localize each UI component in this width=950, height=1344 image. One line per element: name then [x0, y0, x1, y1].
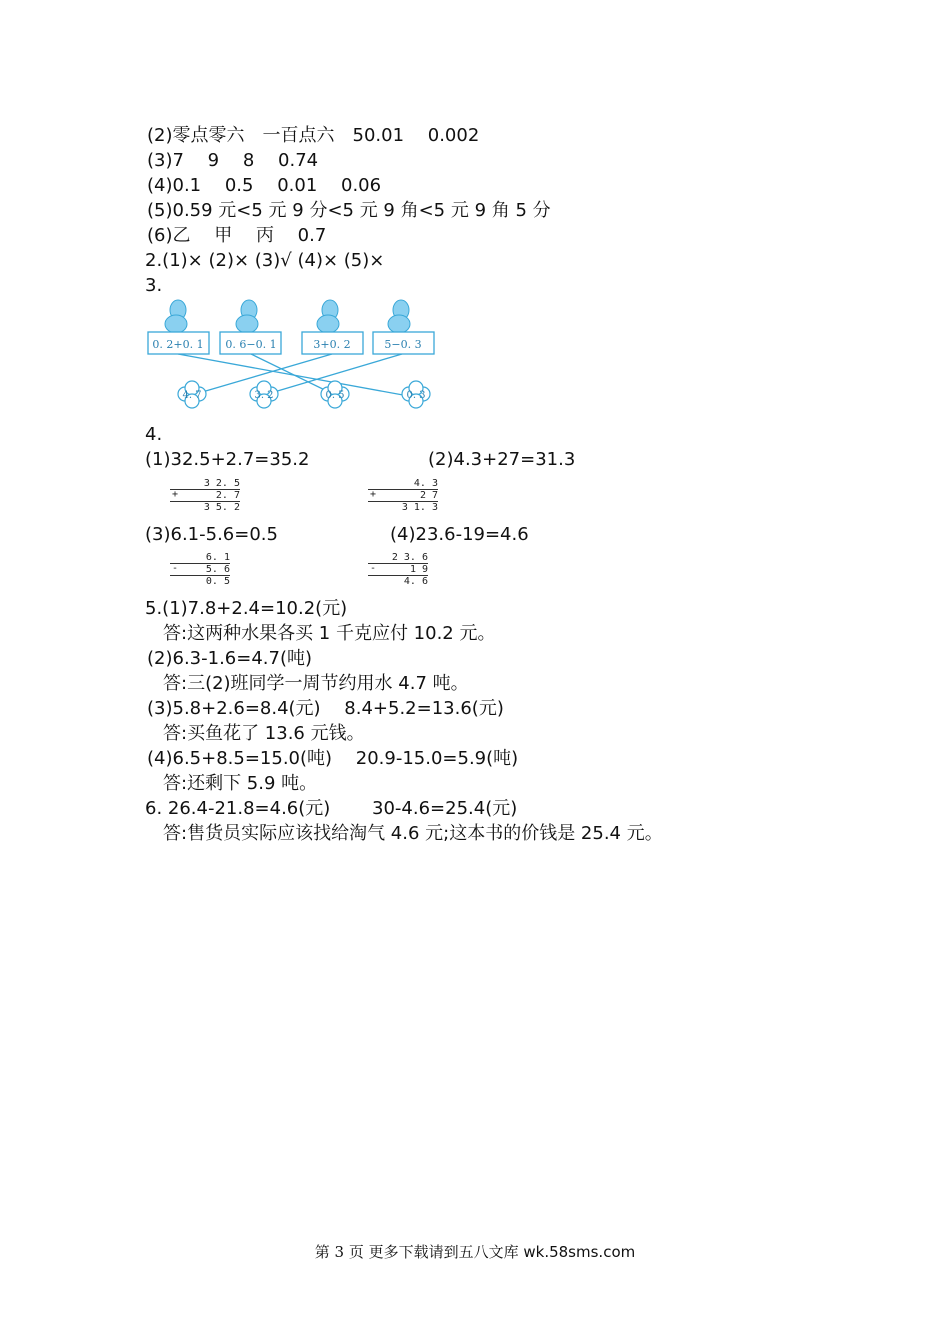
vertical-calc-result: 0. 5 — [170, 575, 230, 587]
answer-4-eq4: (4)23.6-19=4.6 — [390, 524, 529, 545]
vertical-calc-second: 2 7 — [368, 489, 438, 501]
answer-4-eq2: (2)4.3+27=31.3 — [428, 449, 576, 470]
vertical-calc-sign: - — [370, 563, 377, 574]
expression-label: 5−0. 3 — [384, 338, 422, 351]
answer-5-4: (4)6.5+8.5=15.0(吨) 20.9-15.0=5.9(吨) — [147, 748, 519, 769]
answer-6-reply: 答:售货员实际应该找给淘气 4.6 元;这本书的价钱是 25.4 元。 — [163, 823, 663, 844]
vertical-calc-1 — [170, 478, 240, 513]
vertical-calc-second: 1 9 — [368, 563, 428, 575]
expression-label: 3+0. 2 — [313, 338, 351, 351]
answer-1-2: (2)零点零六 一百点六 50.01 0.002 — [147, 125, 480, 146]
answer-6: 6. 26.4-21.8=4.6(元) 30-4.6=25.4(元) — [145, 798, 518, 819]
expression-label: 0. 6−0. 1 — [225, 338, 277, 351]
answer-5-2: (2)6.3-1.6=4.7(吨) — [147, 648, 312, 669]
vertical-calc-result: 3 1. 3 — [368, 501, 438, 513]
vertical-calc-top: 3 2. 5 — [203, 478, 240, 489]
answer-4-label: 4. — [145, 424, 163, 445]
answer-5-2-reply: 答:三(2)班同学一周节约用水 4.7 吨。 — [163, 673, 469, 694]
cloud-label: 0. 3 — [406, 390, 426, 401]
bird-icon — [236, 300, 258, 333]
vertical-calc-result: 4. 6 — [368, 575, 428, 587]
matching-diagram — [145, 296, 445, 414]
vertical-calc-3 — [170, 552, 230, 587]
bird-icon — [388, 300, 410, 333]
cloud-label: 0. 5 — [325, 390, 345, 401]
answer-3-label: 3. — [145, 275, 163, 296]
answer-4-eq3: (3)6.1-5.6=0.5 — [145, 524, 278, 545]
answer-5-1: 5.(1)7.8+2.4=10.2(元) — [145, 598, 348, 619]
footer-prefix: 第 3 页 更多下载请到五八文库 — [314, 1243, 524, 1261]
vertical-calc-sign: - — [172, 563, 179, 574]
vertical-calc-second: 2. 7 — [170, 489, 240, 501]
answer-5-4-reply: 答:还剩下 5.9 吨。 — [163, 773, 318, 794]
cloud-label: 4. 7 — [182, 390, 202, 401]
answer-5-3-reply: 答:买鱼花了 13.6 元钱。 — [163, 723, 365, 744]
answer-5-1-reply: 答:这两种水果各买 1 千克应付 10.2 元。 — [163, 623, 496, 644]
cloud-label: 3. 2 — [254, 390, 274, 401]
answer-1-6: (6)乙 甲 丙 0.7 — [147, 225, 327, 246]
bird-icon — [317, 300, 339, 333]
vertical-calc-sign: + — [370, 489, 377, 500]
answer-4-eq1: (1)32.5+2.7=35.2 — [145, 449, 310, 470]
answer-1-4: (4)0.1 0.5 0.01 0.06 — [147, 175, 382, 196]
page-footer — [0, 1241, 950, 1262]
answer-1-3: (3)7 9 8 0.74 — [147, 150, 319, 171]
vertical-calc-4 — [368, 552, 428, 587]
vertical-calc-sign: + — [172, 489, 179, 500]
vertical-calc-2 — [368, 478, 438, 513]
vertical-calc-result: 3 5. 2 — [170, 501, 240, 513]
vertical-calc-second: 5. 6 — [170, 563, 230, 575]
answer-5-3: (3)5.8+2.6=8.4(元) 8.4+5.2=13.6(元) — [147, 698, 504, 719]
answer-1-5: (5)0.59 元<5 元 9 分<5 元 9 角<5 元 9 角 5 分 — [147, 200, 551, 221]
vertical-calc-top: 4. 3 — [413, 478, 438, 489]
bird-icon — [165, 300, 187, 333]
vertical-calc-top: 6. 1 — [205, 552, 230, 563]
footer-site-link[interactable]: wk.58sms.com — [523, 1243, 636, 1261]
expression-label: 0. 2+0. 1 — [152, 338, 204, 351]
vertical-calc-top: 2 3. 6 — [391, 552, 428, 563]
answer-2: 2.(1)× (2)× (3)√ (4)× (5)× — [145, 250, 385, 271]
